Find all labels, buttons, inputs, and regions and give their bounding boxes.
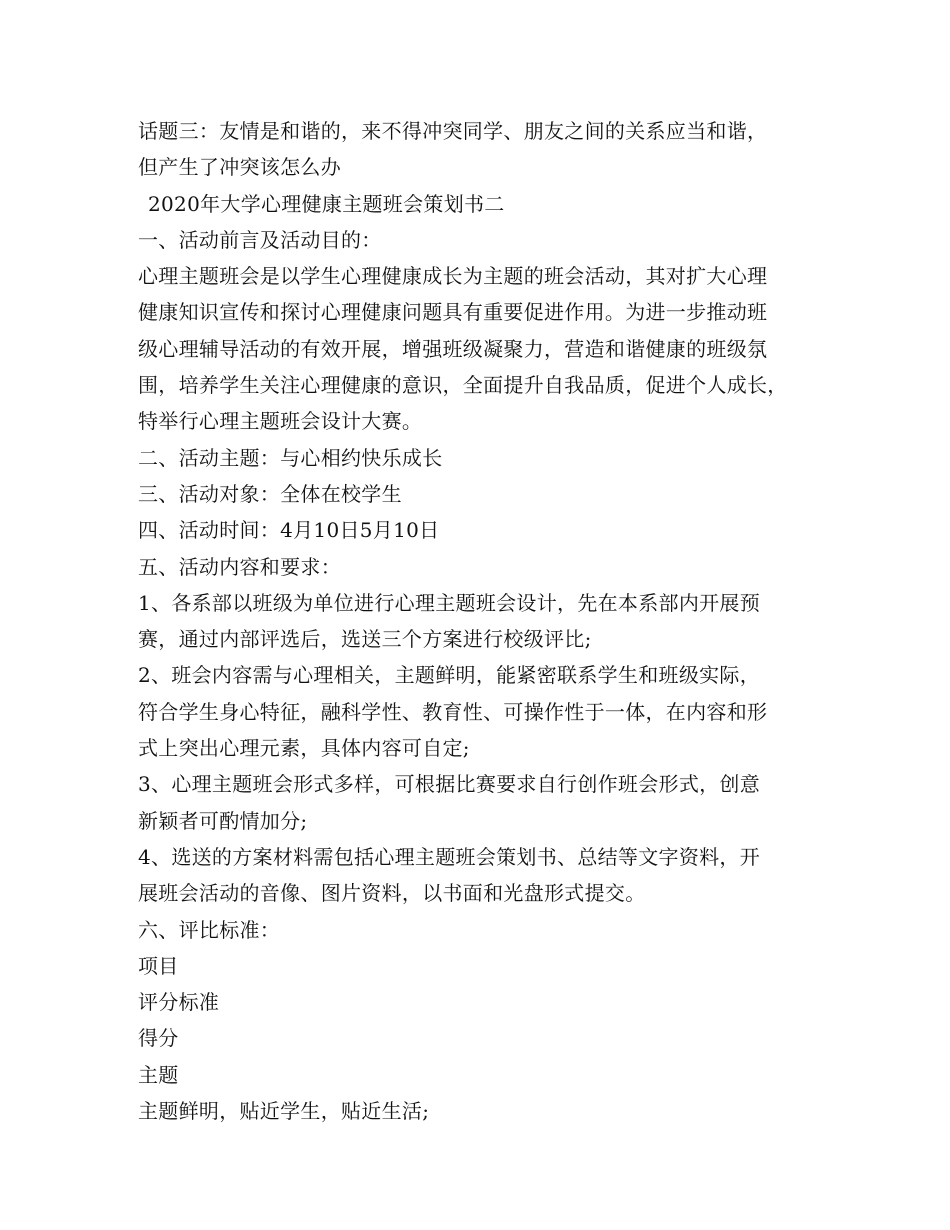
table-cell: 主题 <box>138 1062 179 1087</box>
text-line: 1、各系部以班级为单位进行心理主题班会设计，先在本系部内开展预 <box>138 590 761 615</box>
section-heading: 一、活动前言及活动目的： <box>138 227 382 252</box>
table-cell: 评分标准 <box>138 990 220 1015</box>
text-line: 4、选送的方案材料需包括心理主题班会策划书、总结等文字资料，开 <box>138 844 761 869</box>
text-line: 级心理辅导活动的有效开展，增强班级凝聚力，营造和谐健康的班级氛 <box>138 336 768 361</box>
text-line: 展班会活动的音像、图片资料，以书面和光盘形式提交。 <box>138 881 646 906</box>
section-heading: 六、评比标准： <box>138 917 281 942</box>
text-line: 围，培养学生关注心理健康的意识，全面提升自我品质，促进个人成长， <box>138 373 788 398</box>
text-line: 特举行心理主题班会设计大赛。 <box>138 409 423 434</box>
text-line: 3、心理主题班会形式多样，可根据比赛要求自行创作班会形式，创意 <box>138 772 761 797</box>
section-title: 2020年大学心理健康主题班会策划书二 <box>148 191 505 216</box>
text-line: 话题三：友情是和谐的，来不得冲突同学、朋友之间的关系应当和谐， <box>138 119 768 143</box>
table-cell: 项目 <box>138 953 179 978</box>
section-heading: 三、活动对象：全体在校学生 <box>138 481 402 506</box>
table-cell: 主题鲜明，贴近学生，贴近生活; <box>138 1099 430 1124</box>
text-line: 健康知识宣传和探讨心理健康问题具有重要促进作用。为进一步推动班 <box>138 300 768 325</box>
text-line: 但产生了冲突该怎么办 <box>138 155 341 180</box>
section-heading: 五、活动内容和要求： <box>138 554 341 579</box>
document-body <box>138 113 818 1129</box>
text-line: 赛，通过内部评选后，选送三个方案进行校级评比; <box>138 627 592 652</box>
text-line: 2、班会内容需与心理相关，主题鲜明，能紧密联系学生和班级实际， <box>138 663 761 688</box>
text-line: 新颖者可酌情加分; <box>138 808 308 833</box>
text-line: 式上突出心理元素，具体内容可自定; <box>138 736 470 761</box>
section-heading: 四、活动时间：4月10日5月10日 <box>138 518 440 543</box>
text-line: 符合学生身心特征，融科学性、教育性、可操作性于一体，在内容和形 <box>138 699 768 724</box>
text-line: 心理主题班会是以学生心理健康成长为主题的班会活动，其对扩大心理 <box>138 264 768 289</box>
table-cell: 得分 <box>138 1026 179 1051</box>
section-heading: 二、活动主题：与心相约快乐成长 <box>138 445 443 470</box>
